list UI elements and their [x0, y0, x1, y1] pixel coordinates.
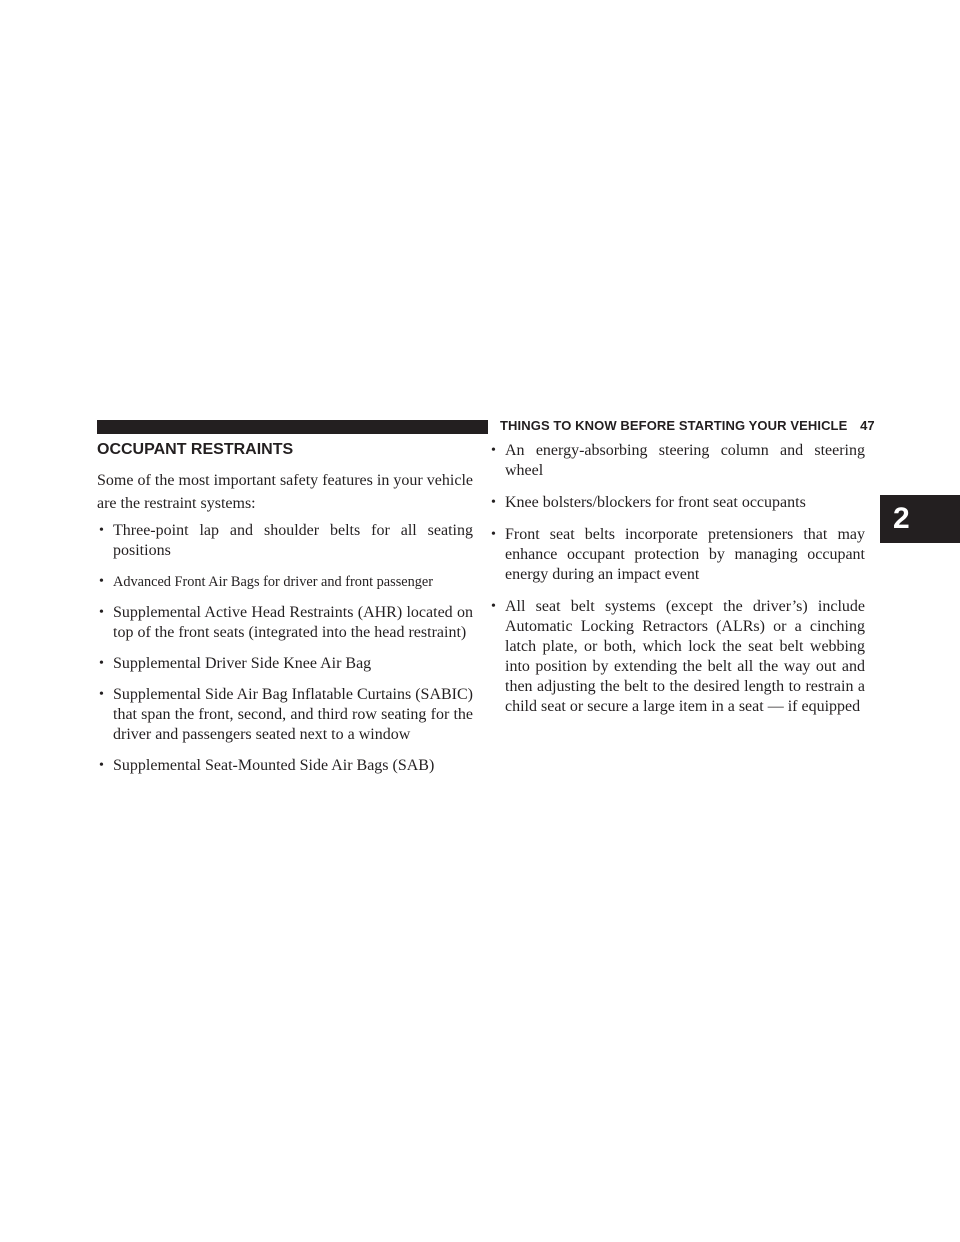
list-item: • Advanced Front Air Bags for driver and front passenger [99, 574, 434, 590]
list-item: • Supplemental Active Head Restraints (AHR) located on top of the front seats (integrated into the head restraint) [99, 604, 473, 641]
restraint-list [97, 521, 473, 776]
bullet-icon: • [99, 523, 104, 538]
bullet-icon: • [491, 527, 496, 542]
list-item: • Front seat belts incorporate pretensioners that may enhance occupant protection by managing occupant energy during an impact event [491, 526, 865, 583]
right-column [489, 441, 865, 729]
bullet-icon: • [491, 443, 496, 458]
bullet-icon: • [491, 495, 496, 510]
list-item: • All seat belt systems (except the driver’s) include Automatic Locking Retractors (ALRs) or a cinching latch plate, or both, which lock the seat belt webbing into position by extending the belt all the way out and then adjusting the belt to the desired length to restrain a child seat or secure a large item in a seat — if equipped [491, 598, 865, 715]
bullet-icon: • [99, 605, 104, 620]
running-header [500, 418, 875, 433]
header-rule [97, 420, 488, 434]
intro-paragraph: Some of the most important safety features in your vehicle are the restraint systems: [97, 472, 473, 512]
section-title: OCCUPANT RESTRAINTS [97, 441, 294, 458]
running-title: THINGS TO KNOW BEFORE STARTING YOUR VEHICLE [500, 418, 848, 433]
bullet-icon: • [491, 599, 496, 614]
bullet-icon: • [99, 687, 104, 702]
restraint-list-continued [489, 441, 865, 717]
list-item: • Supplemental Seat-Mounted Side Air Bags (SAB) [99, 757, 435, 774]
list-item: • Three-point lap and shoulder belts for all seating positions [99, 522, 473, 559]
bullet-icon: • [99, 758, 104, 773]
bullet-icon: • [99, 656, 104, 671]
list-item: • An energy-absorbing steering column and steering wheel [491, 442, 865, 479]
list-item: • Knee bolsters/blockers for front seat occupants [491, 494, 806, 511]
page-number: 47 [860, 418, 875, 433]
list-item: • Supplemental Driver Side Knee Air Bag [99, 655, 372, 672]
bullet-icon: • [99, 574, 104, 589]
left-column [97, 440, 473, 787]
list-item: • Supplemental Side Air Bag Inflatable Curtains (SABIC) that span the front, second, and third row seating for the driver and passengers seated next to a window [99, 686, 473, 743]
chapter-tab: 2 [880, 495, 960, 543]
